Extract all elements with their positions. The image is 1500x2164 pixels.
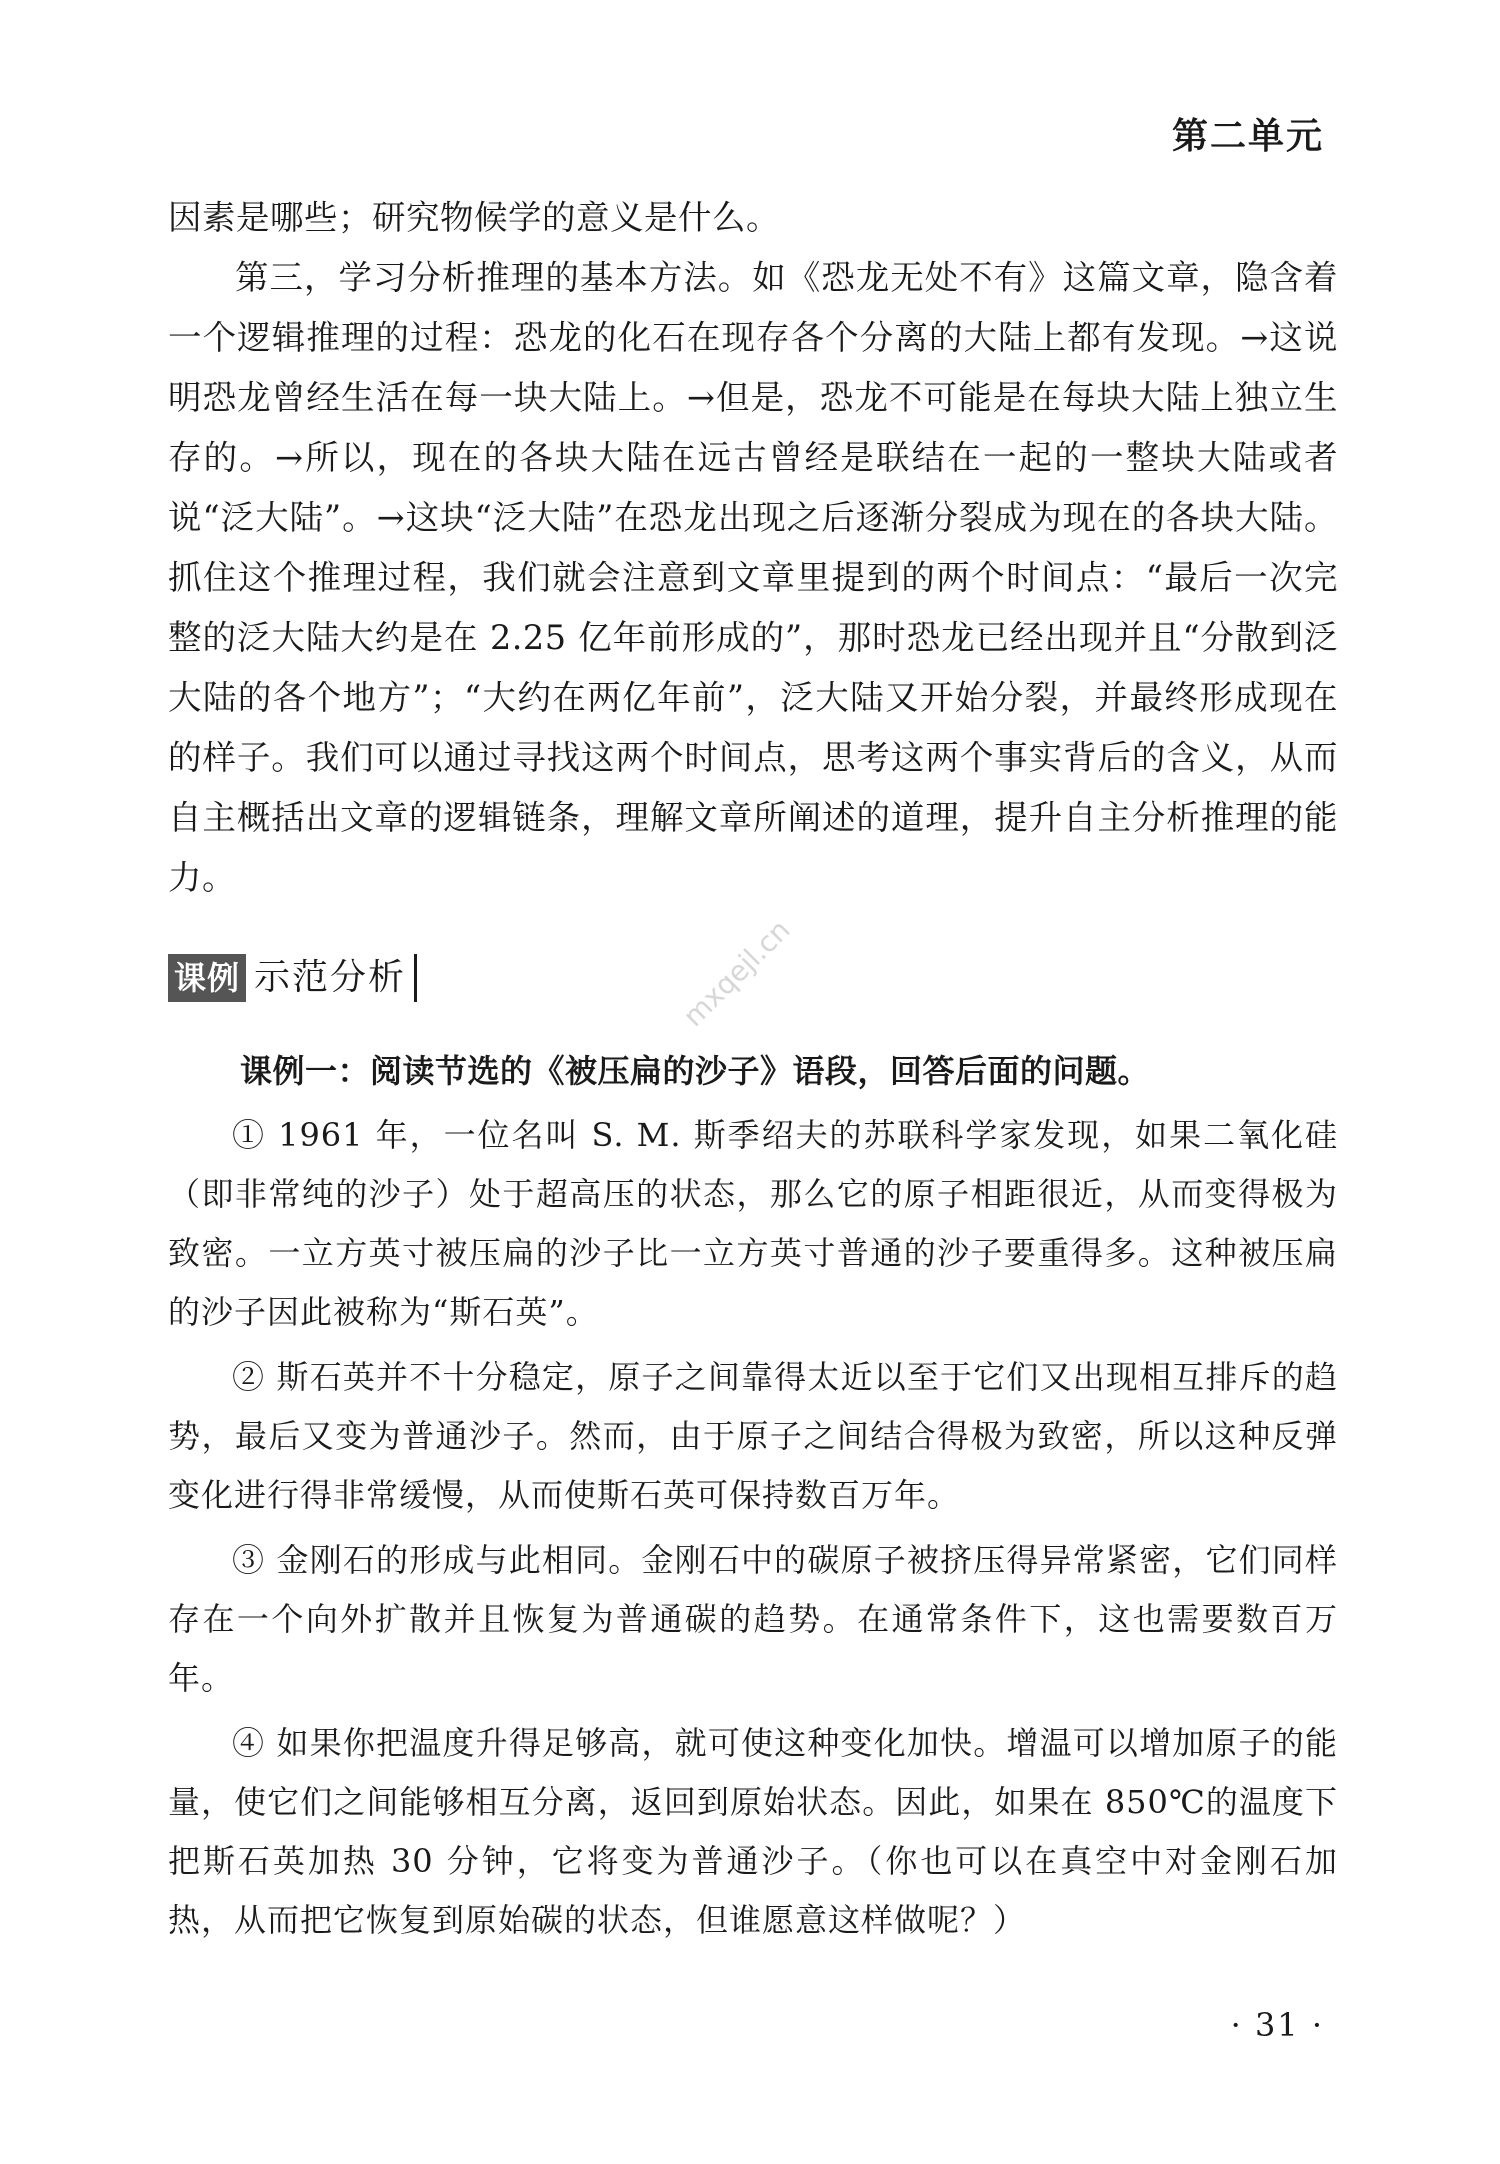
passage-paragraph-3: ③ 金刚石的形成与此相同。金刚石中的碳原子被挤压得异常紧密，它们同样存在一个向外扩散并且恢复为普通碳的趋势。在通常条件下，这也需要数百万年。 xyxy=(168,1541,1338,1697)
page-number: · 31 · xyxy=(1230,2006,1324,2044)
intro-paragraph-2: 第三，学习分析推理的基本方法。如《恐龙无处不有》这篇文章，隐含着一个逻辑推理的过程：恐龙的化石在现存各个分离的大陆上都有发现。→这说明恐龙曾经生活在每一块大陆上。→但是，恐龙不可能是在每块大陆上独立生存的。→所以，现在的各块大陆在远古曾经是联结在一起的一整块大陆或者说“泛大陆”。→这块“泛大陆”在恐龙出现之后逐渐分裂成为现在的各块大陆。抓住这个推理过程，我们就会注意到文章里提到的两个时间点：“最后一次完整的泛大陆大约是在 2.25 亿年前形成的”，那时恐龙已经出现并且“分散到泛大陆的各个地方”；“大约在两亿年前”，泛大陆又开始分裂，并最终形成现在的样子。我们可以通过寻找这两个时间点，思考这两个事实背后的含义，从而自主概括出文章的逻辑链条，理解文章所阐述的道理，提升自主分析推理的能力。 xyxy=(168,258,1338,897)
example-passage xyxy=(168,1106,1338,1956)
unit-header: 第二单元 xyxy=(1171,116,1324,157)
watermark: mxqejl.cn xyxy=(676,913,797,1033)
section-tag: 课例 xyxy=(168,954,246,1002)
section-heading xyxy=(168,952,417,1004)
passage-paragraph-2: ② 斯石英并不十分稳定，原子之间靠得太近以至于它们又出现相互排斥的趋势，最后又变为普通沙子。然而，由于原子之间结合得极为致密，所以这种反弹变化进行得非常缓慢，从而使斯石英可保持数百万年。 xyxy=(168,1358,1338,1514)
section-title: 示范分析 xyxy=(246,954,417,1002)
example-title: 课例一：阅读节选的《被压扁的沙子》语段，回答后面的问题。 xyxy=(240,1052,1151,1090)
passage-paragraph-1: ① 1961 年，一位名叫 S. M. 斯季绍夫的苏联科学家发现，如果二氧化硅（即非常纯的沙子）处于超高压的状态，那么它的原子相距很近，从而变得极为致密。一立方英寸被压扁的沙子比一立方英寸普通的沙子要重得多。这种被压扁的沙子因此被称为“斯石英”。 xyxy=(168,1116,1338,1331)
passage-paragraph-4: ④ 如果你把温度升得足够高，就可使这种变化加快。增温可以增加原子的能量，使它们之间能够相互分离，返回到原始状态。因此，如果在 850℃的温度下把斯石英加热 30 分钟，它将变为普通沙子。（你也可以在真空中对金刚石加热，从而把它恢复到原始碳的状态，但谁愿意这样做呢？） xyxy=(168,1724,1338,1939)
intro-text xyxy=(168,188,1338,908)
intro-paragraph-1: 因素是哪些；研究物候学的意义是什么。 xyxy=(168,198,780,237)
